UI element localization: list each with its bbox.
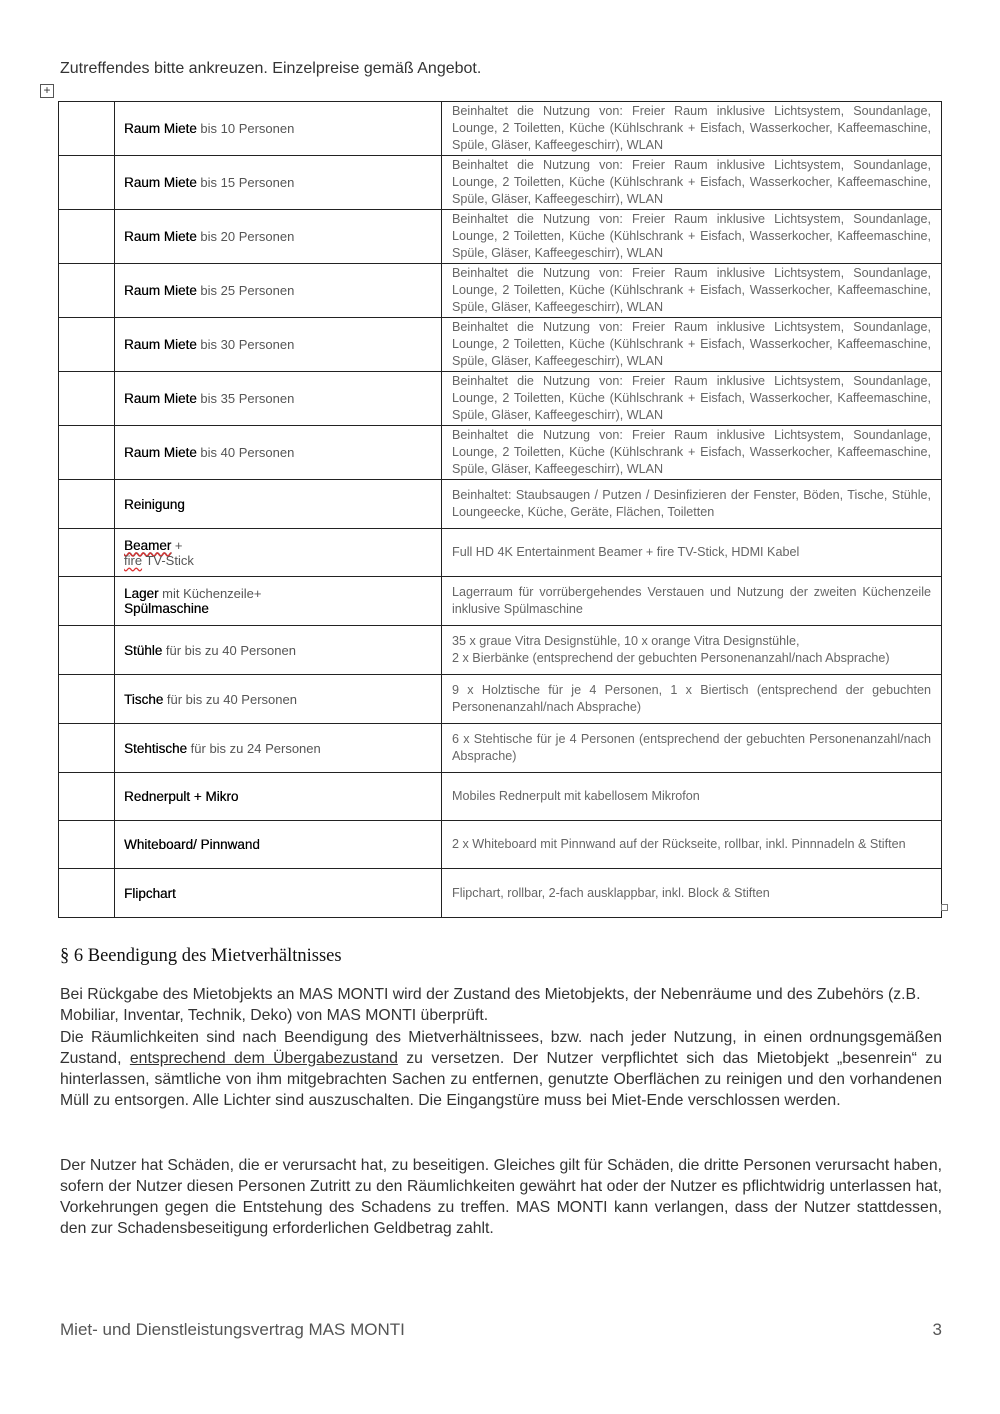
- item-cell: [115, 318, 442, 372]
- paragraph-cleaning-part2: zu versetzen. Der Nutzer verpflichtet sich das Mietobjekt „besenrein“ zu hinterlassen, sämtliche von ihm mitgebrachten Sachen zu entfernen, genutzte Oberflächen zu reinigen und den vorhandenen Müll zu entsorgen. Alle Lichter sind auszuschalten. Die Eingangstüre muss bei Miet-Ende verschlossen werden.: [60, 1050, 942, 1109]
- page-number: 3: [932, 1320, 942, 1339]
- item-name: Reinigung: [124, 496, 185, 512]
- item-cell: [115, 724, 442, 773]
- checkbox-cell[interactable]: [59, 773, 115, 821]
- underlined-phrase: entsprechend dem Übergabezustand: [129, 1050, 398, 1067]
- checkbox-cell[interactable]: [59, 102, 115, 156]
- table-row: [59, 102, 942, 156]
- item-cell: [115, 529, 442, 577]
- table-row: [59, 156, 942, 210]
- paragraph-cleaning: [60, 1027, 942, 1111]
- description-cell: [442, 102, 942, 156]
- description-cell: [442, 724, 942, 773]
- item-detail: bis 25 Personen: [196, 283, 295, 298]
- checkbox-cell[interactable]: [59, 675, 115, 724]
- description-text: Mobiles Rednerpult mit kabellosem Mikrofon: [452, 789, 700, 803]
- item-cell: [115, 264, 442, 318]
- table-row: [59, 210, 942, 264]
- item-detail: TV-Stick: [142, 552, 194, 568]
- description-cell: [442, 626, 942, 675]
- item-cell: [115, 426, 442, 480]
- checkbox-cell[interactable]: [59, 577, 115, 626]
- description-cell: [442, 869, 942, 918]
- item-detail: für bis zu 40 Personen: [162, 642, 296, 658]
- table-row: [59, 821, 942, 869]
- description-text: 6 x Stehtische für je 4 Personen (entsprechend der gebuchten Personenanzahl/nach Absprache): [452, 732, 931, 763]
- checkbox-cell[interactable]: [59, 426, 115, 480]
- item-detail: für bis zu 24 Personen: [187, 740, 321, 756]
- item-name-second: Spülmaschine: [124, 601, 209, 616]
- description-cell: [442, 773, 942, 821]
- description-cell: [442, 156, 942, 210]
- item-cell: [115, 821, 442, 869]
- description-cell: [442, 480, 942, 529]
- item-name: Beamer: [124, 537, 172, 553]
- paragraph-inspection: Bei Rückgabe des Mietobjekts an MAS MONTI wird der Zustand des Mietobjekts, der Nebenräume und des Zubehörs (z.B. Mobiliar, Inventar, Technik, Deko) von MAS MONTI überprüft.: [60, 986, 921, 1024]
- item-cell: [115, 480, 442, 529]
- description-cell: [442, 426, 942, 480]
- item-detail: bis 15 Personen: [196, 175, 295, 190]
- description-text: Beinhaltet die Nutzung von: Freier Raum inklusive Lichtsystem, Soundanlage, Lounge, 2 Toiletten, Küche (Kühlschrank + Eisfach, Wasserkocher, Kaffeemaschine, Spüle, Gläser, Kaffeegeschirr), WLAN: [452, 212, 931, 260]
- checkbox-cell[interactable]: [59, 372, 115, 426]
- resize-icon[interactable]: [941, 904, 948, 911]
- item-name: Raum Miete: [124, 121, 197, 136]
- table-row: [59, 480, 942, 529]
- checkbox-cell[interactable]: [59, 156, 115, 210]
- item-name: Lager: [124, 586, 159, 601]
- paragraph-cleaning-part1: Die Räumlichkeiten sind nach Beendigung des Mietverhältnissees, bzw. nach jeder Nutzung, in einen ordnungsgemäßen Zustand,: [60, 1029, 942, 1067]
- table-row: [59, 626, 942, 675]
- footer-title: Miet- und Dienstleistungsvertrag MAS MONTI: [60, 1320, 405, 1339]
- item-detail: bis 20 Personen: [196, 229, 295, 244]
- checkbox-cell[interactable]: [59, 529, 115, 577]
- item-detail: mit Küchenzeile+: [158, 586, 262, 601]
- checkbox-cell[interactable]: [59, 869, 115, 918]
- item-detail: für bis zu 40 Personen: [163, 691, 297, 707]
- table-row: [59, 675, 942, 724]
- item-cell: [115, 210, 442, 264]
- checkbox-cell[interactable]: [59, 264, 115, 318]
- description-text: Full HD 4K Entertainment Beamer + fire TV-Stick, HDMI Kabel: [452, 545, 800, 559]
- table-row: [59, 264, 942, 318]
- item-name: Stühle: [124, 642, 163, 658]
- item-cell: [115, 869, 442, 918]
- item-name: Raum Miete: [124, 229, 197, 244]
- item-cell: [115, 577, 442, 626]
- table-row: [59, 577, 942, 626]
- item-cell: [115, 675, 442, 724]
- table-row: [59, 318, 942, 372]
- item-name: Raum Miete: [124, 175, 197, 190]
- checkbox-cell[interactable]: [59, 318, 115, 372]
- description-cell: [442, 210, 942, 264]
- intro-text: Zutreffendes bitte ankreuzen. Einzelpreise gemäß Angebot.: [60, 60, 482, 77]
- description-cell: [442, 675, 942, 724]
- item-detail: +: [171, 537, 183, 553]
- description-text: Beinhaltet die Nutzung von: Freier Raum inklusive Lichtsystem, Soundanlage, Lounge, 2 Toiletten, Küche (Kühlschrank + Eisfach, Wasserkocher, Kaffeemaschine, Spüle, Gläser, Kaffeegeschirr), WLAN: [452, 374, 931, 422]
- description-text: Beinhaltet die Nutzung von: Freier Raum inklusive Lichtsystem, Soundanlage, Lounge, 2 Toiletten, Küche (Kühlschrank + Eisfach, Wasserkocher, Kaffeemaschine, Spüle, Gläser, Kaffeegeschirr), WLAN: [452, 104, 931, 152]
- table-row: [59, 372, 942, 426]
- table-row: [59, 773, 942, 821]
- description-text: 2 x Whiteboard mit Pinnwand auf der Rückseite, rollbar, inkl. Pinnnadeln & Stiften: [452, 837, 906, 851]
- checkbox-cell[interactable]: [59, 210, 115, 264]
- description-text: Beinhaltet die Nutzung von: Freier Raum inklusive Lichtsystem, Soundanlage, Lounge, 2 Toiletten, Küche (Kühlschrank + Eisfach, Wasserkocher, Kaffeemaschine, Spüle, Gläser, Kaffeegeschirr), WLAN: [452, 428, 931, 476]
- description-text: Beinhaltet: Staubsaugen / Putzen / Desinfizieren der Fenster, Böden, Tische, Stühle, Loungeecke, Küche, Geräte, Flächen, Toiletten: [452, 488, 931, 519]
- description-cell: [442, 529, 942, 577]
- table-row: [59, 869, 942, 918]
- description-cell: [442, 264, 942, 318]
- item-detail: bis 30 Personen: [196, 337, 295, 352]
- description-text: Beinhaltet die Nutzung von: Freier Raum inklusive Lichtsystem, Soundanlage, Lounge, 2 Toiletten, Küche (Kühlschrank + Eisfach, Wasserkocher, Kaffeemaschine, Spüle, Gläser, Kaffeegeschirr), WLAN: [452, 320, 931, 368]
- item-detail-flagged: fire: [124, 552, 143, 568]
- price-table: [58, 101, 942, 918]
- description-cell: [442, 821, 942, 869]
- table-row: [59, 426, 942, 480]
- item-name: Raum Miete: [124, 283, 197, 298]
- item-name: Stehtische: [124, 740, 188, 756]
- move-icon[interactable]: +: [40, 84, 54, 98]
- checkbox-cell[interactable]: [59, 626, 115, 675]
- section-heading: § 6 Beendigung des Mietverhältnisses: [60, 946, 342, 966]
- item-cell: [115, 156, 442, 210]
- item-name: Raum Miete: [124, 337, 197, 352]
- item-detail: bis 35 Personen: [196, 391, 295, 406]
- checkbox-cell[interactable]: [59, 724, 115, 773]
- description-cell: [442, 372, 942, 426]
- description-text: 9 x Holztische für je 4 Personen, 1 x Biertisch (entsprechend der gebuchten Personenanzahl/nach Absprache): [452, 683, 931, 714]
- description-text-second: 2 x Bierbänke (entsprechend der gebuchten Personenanzahl/nach Absprache): [452, 651, 890, 665]
- checkbox-cell[interactable]: [59, 480, 115, 529]
- table-row: [59, 724, 942, 773]
- item-cell: [115, 102, 442, 156]
- description-text: Flipchart, rollbar, 2-fach ausklappbar, inkl. Block & Stiften: [452, 885, 770, 900]
- item-detail: bis 40 Personen: [196, 445, 295, 460]
- item-name: Tische: [124, 691, 164, 707]
- item-name: Whiteboard/ Pinnwand: [124, 837, 260, 852]
- item-name: Flipchart: [124, 885, 176, 901]
- description-text: Beinhaltet die Nutzung von: Freier Raum inklusive Lichtsystem, Soundanlage, Lounge, 2 Toiletten, Küche (Kühlschrank + Eisfach, Wasserkocher, Kaffeemaschine, Spüle, Gläser, Kaffeegeschirr), WLAN: [452, 266, 931, 314]
- description-cell: [442, 577, 942, 626]
- item-name: Rednerpult + Mikro: [124, 789, 239, 804]
- paragraph-damages: Der Nutzer hat Schäden, die er verursacht hat, zu beseitigen. Gleiches gilt für Schäden, die dritte Personen verursacht haben, sofern der Nutzer diesen Personen Zutritt zu den Räumlichkeiten gewährt hat oder der Nutzer es pflichtwidrig unterlassen hat, Vorkehrungen gegen die Entstehung des Schadens zu treffen. MAS MONTI kann verlangen, dass der Nutzer stattdessen, den zur Schadensbeseitigung erforderlichen Geldbetrag zahlt.: [60, 1157, 942, 1237]
- item-name: Raum Miete: [124, 391, 197, 406]
- description-cell: [442, 318, 942, 372]
- description-text: Beinhaltet die Nutzung von: Freier Raum inklusive Lichtsystem, Soundanlage, Lounge, 2 Toiletten, Küche (Kühlschrank + Eisfach, Wasserkocher, Kaffeemaschine, Spüle, Gläser, Kaffeegeschirr), WLAN: [452, 158, 931, 206]
- item-cell: [115, 773, 442, 821]
- item-cell: [115, 372, 442, 426]
- table-row: [59, 529, 942, 577]
- description-text: 35 x graue Vitra Designstühle, 10 x orange Vitra Designstühle,: [452, 634, 800, 648]
- item-detail: bis 10 Personen: [196, 121, 295, 136]
- checkbox-cell[interactable]: [59, 821, 115, 869]
- item-name: Raum Miete: [124, 445, 197, 460]
- item-cell: [115, 626, 442, 675]
- description-text: Lagerraum für vorrübergehendes Verstauen und Nutzung der zweiten Küchenzeile inklusive Spülmaschine: [452, 585, 931, 616]
